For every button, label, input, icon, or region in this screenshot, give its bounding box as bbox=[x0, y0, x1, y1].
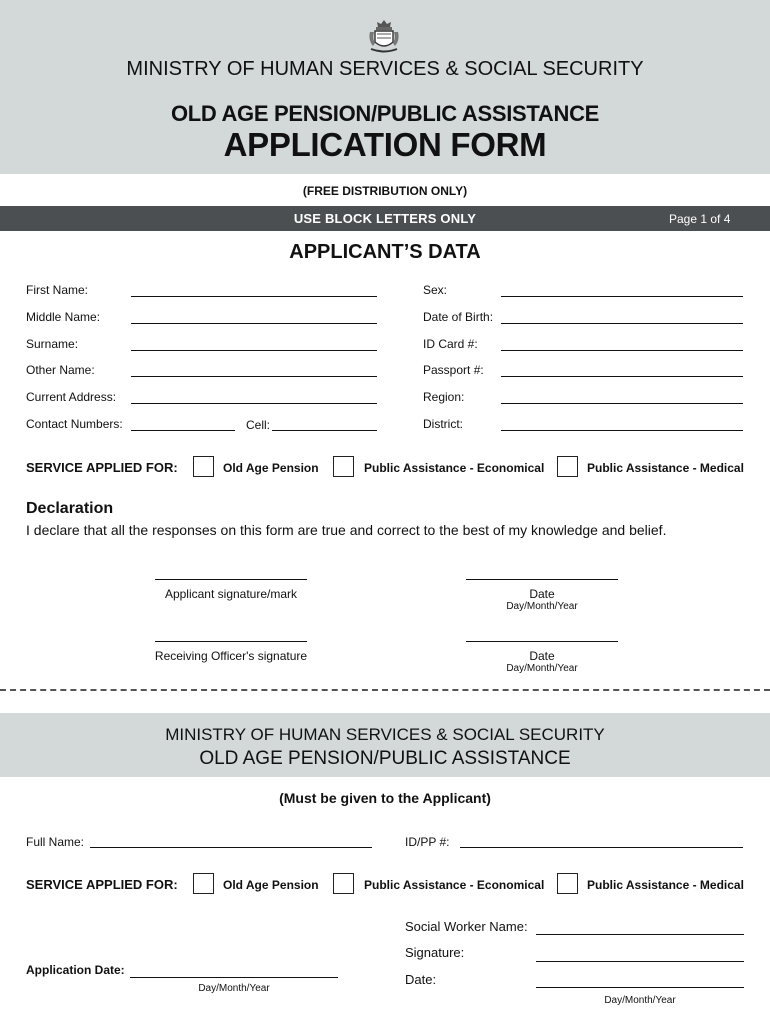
passport-field[interactable] bbox=[501, 376, 743, 377]
id-card-label: ID Card #: bbox=[423, 337, 478, 351]
applicant-signature-line[interactable] bbox=[155, 579, 307, 580]
public-assistance-economical-checkbox[interactable] bbox=[333, 456, 354, 477]
applicant-date-line[interactable] bbox=[466, 579, 618, 580]
social-worker-field[interactable] bbox=[536, 934, 744, 935]
sex-label: Sex: bbox=[423, 283, 448, 297]
application-date-format: Day/Month/Year bbox=[198, 983, 270, 994]
first-name-label: First Name: bbox=[26, 283, 89, 297]
date-of-birth-label: Date of Birth: bbox=[423, 310, 494, 324]
surname-field[interactable] bbox=[131, 350, 377, 351]
officer-date-format: Day/Month/Year bbox=[506, 663, 578, 674]
block-letters-note: USE BLOCK LETTERS ONLY bbox=[293, 211, 477, 226]
section-title: APPLICANT’S DATA bbox=[289, 241, 481, 263]
declaration-title: Declaration bbox=[26, 500, 114, 517]
other-name-label: Other Name: bbox=[26, 363, 95, 377]
application-date-field[interactable] bbox=[130, 977, 338, 978]
applicant-date-label: Date bbox=[529, 587, 555, 601]
region-label: Region: bbox=[423, 390, 465, 404]
middle-name-label: Middle Name: bbox=[26, 310, 101, 324]
id-pp-label: ID/PP #: bbox=[405, 835, 450, 849]
receipt-public-assistance-medical-label: Public Assistance - Medical bbox=[587, 878, 744, 892]
id-card-field[interactable] bbox=[501, 350, 743, 351]
public-assistance-medical-label: Public Assistance - Medical bbox=[587, 461, 744, 475]
receipt-old-age-pension-checkbox[interactable] bbox=[193, 873, 214, 894]
applicant-signature-label: Applicant signature/mark bbox=[164, 587, 298, 601]
receipt-public-assistance-medical-checkbox[interactable] bbox=[557, 873, 578, 894]
current-address-label: Current Address: bbox=[26, 390, 117, 404]
officer-signature-label: Receiving Officer's signature bbox=[154, 649, 308, 663]
coat-of-arms-icon bbox=[367, 18, 401, 54]
cell-field[interactable] bbox=[272, 430, 377, 431]
passport-label: Passport #: bbox=[423, 363, 484, 377]
receipt-old-age-pension-label: Old Age Pension bbox=[223, 878, 319, 892]
officer-date-label: Date bbox=[529, 649, 555, 663]
full-name-field[interactable] bbox=[90, 847, 372, 848]
signature-field[interactable] bbox=[536, 961, 744, 962]
officer-signature-line[interactable] bbox=[155, 641, 307, 642]
form-title: APPLICATION FORM bbox=[223, 126, 547, 163]
surname-label: Surname: bbox=[26, 337, 79, 351]
current-address-field[interactable] bbox=[131, 403, 377, 404]
program-title: OLD AGE PENSION/PUBLIC ASSISTANCE bbox=[170, 101, 600, 126]
service-applied-label: SERVICE APPLIED FOR: bbox=[26, 460, 178, 475]
id-pp-field[interactable] bbox=[460, 847, 743, 848]
public-assistance-economical-label: Public Assistance - Economical bbox=[364, 461, 545, 475]
region-field[interactable] bbox=[501, 403, 743, 404]
district-field[interactable] bbox=[501, 430, 743, 431]
full-name-label: Full Name: bbox=[26, 835, 85, 849]
receipt-note: (Must be given to the Applicant) bbox=[279, 790, 491, 806]
applicant-date-format: Day/Month/Year bbox=[506, 601, 578, 612]
receipt-date-field[interactable] bbox=[536, 987, 744, 988]
cell-label: Cell: bbox=[246, 418, 271, 432]
officer-date-line[interactable] bbox=[466, 641, 618, 642]
ministry-title: MINISTRY OF HUMAN SERVICES & SOCIAL SECURITY bbox=[126, 58, 644, 80]
date-of-birth-field[interactable] bbox=[501, 323, 743, 324]
declaration-text: I declare that all the responses on this form are true and correct to the best of my knowledge and belief. bbox=[26, 522, 667, 538]
old-age-pension-checkbox[interactable] bbox=[193, 456, 214, 477]
tear-off-line bbox=[0, 689, 770, 691]
signature-label: Signature: bbox=[405, 945, 465, 960]
contact-numbers-field[interactable] bbox=[131, 430, 235, 431]
sex-field[interactable] bbox=[501, 296, 743, 297]
middle-name-field[interactable] bbox=[131, 323, 377, 324]
receipt-date-format: Day/Month/Year bbox=[604, 995, 676, 1006]
other-name-field[interactable] bbox=[131, 376, 377, 377]
old-age-pension-label: Old Age Pension bbox=[223, 461, 319, 475]
instruction-bar bbox=[0, 206, 770, 231]
first-name-field[interactable] bbox=[131, 296, 377, 297]
free-distribution-note: (FREE DISTRIBUTION ONLY) bbox=[302, 184, 468, 198]
receipt-program-title: OLD AGE PENSION/PUBLIC ASSISTANCE bbox=[199, 748, 571, 769]
public-assistance-medical-checkbox[interactable] bbox=[557, 456, 578, 477]
receipt-date-label: Date: bbox=[405, 972, 437, 987]
district-label: District: bbox=[423, 417, 463, 431]
receipt-ministry-title: MINISTRY OF HUMAN SERVICES & SOCIAL SECURITY bbox=[165, 725, 605, 744]
contact-numbers-label: Contact Numbers: bbox=[26, 417, 123, 431]
application-date-label: Application Date: bbox=[26, 963, 125, 977]
page-indicator: Page 1 of 4 bbox=[669, 212, 731, 226]
receipt-public-assistance-economical-label: Public Assistance - Economical bbox=[364, 878, 545, 892]
receipt-service-applied-label: SERVICE APPLIED FOR: bbox=[26, 877, 178, 892]
receipt-public-assistance-economical-checkbox[interactable] bbox=[333, 873, 354, 894]
social-worker-label: Social Worker Name: bbox=[405, 919, 528, 934]
